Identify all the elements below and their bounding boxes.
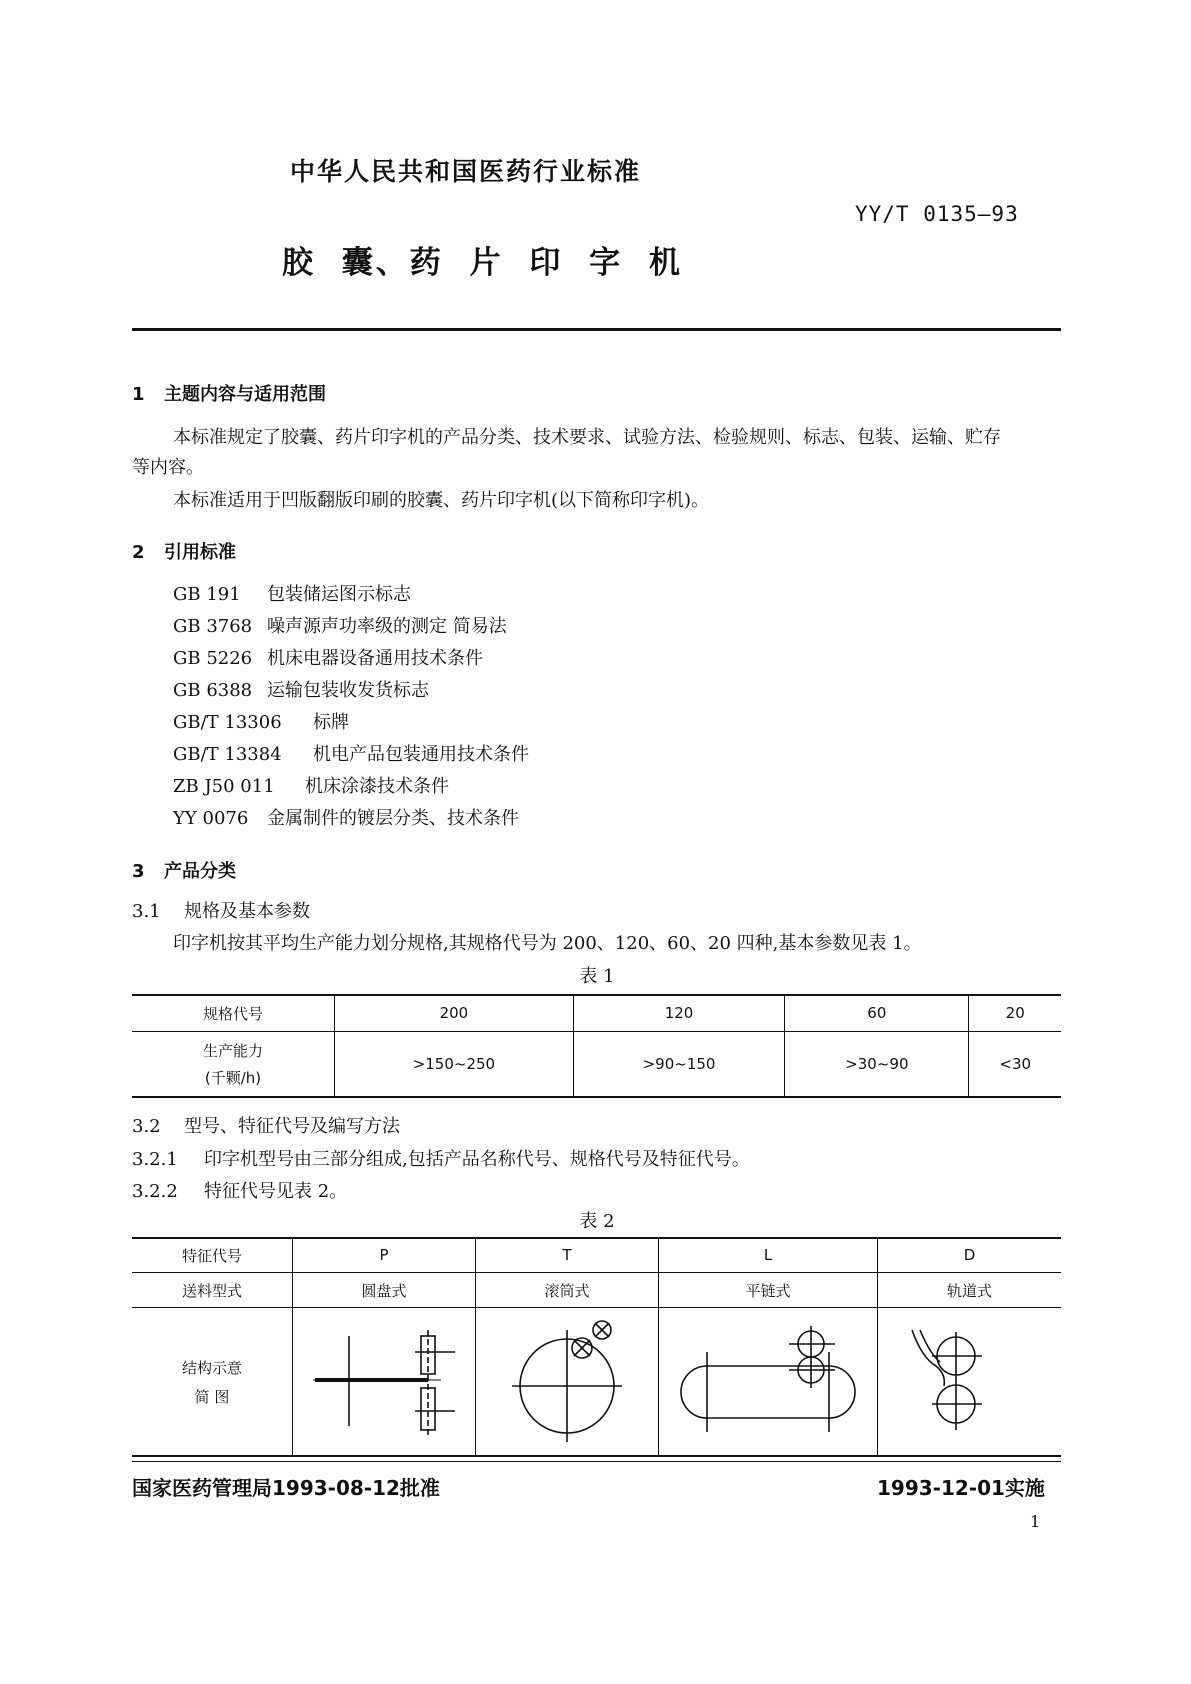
table-cell: 60	[785, 995, 969, 1032]
diagram-cell-drum	[476, 1308, 659, 1456]
drum-feed-diagram	[476, 1308, 658, 1451]
reference-title: 标牌	[313, 712, 349, 733]
table-row	[132, 995, 1061, 1032]
reference-item	[173, 772, 449, 798]
sec1-paragraph-2: 本标准适用于凹版翻版印刷的胶囊、药片印字机(以下简称印字机)。	[173, 490, 710, 511]
subsection-text: 特征代号见表 2。	[204, 1181, 348, 1202]
table-2-caption: 表 2	[579, 1211, 615, 1232]
table-row	[132, 1238, 1061, 1273]
reference-title: 机床涂漆技术条件	[305, 776, 449, 797]
reference-code: GB 5226	[173, 648, 253, 669]
table-header-cell	[132, 1308, 293, 1456]
table-cell: >30~90	[785, 1032, 969, 1097]
row-label-line: 结构示意	[181, 1358, 242, 1377]
row-label-line: 简 图	[194, 1387, 230, 1406]
section-number: 1	[132, 384, 145, 405]
reference-code: YY 0076	[173, 808, 249, 829]
doc-title: 胶 囊、药 片 印 字 机	[282, 245, 683, 281]
table-cell: >150~250	[335, 1032, 574, 1097]
table-header-cell: 特征代号	[132, 1238, 293, 1273]
section-title: 引用标准	[164, 542, 236, 563]
subsection-3-1-text: 印字机按其平均生产能力划分规格,其规格代号为 200、120、60、20 四种,基本参数见表 1。	[173, 933, 922, 954]
row-label-line: 生产能力	[202, 1042, 263, 1060]
section-number: 2	[132, 542, 145, 563]
diagram-cell-track	[878, 1308, 1062, 1456]
reference-item	[173, 580, 411, 606]
sec1-paragraph-1-cont: 等内容。	[132, 457, 204, 478]
reference-code: GB 3768	[173, 616, 253, 637]
subsection-text: 印字机型号由三部分组成,包括产品名称代号、规格代号及特征代号。	[204, 1149, 750, 1170]
table-cell: 200	[335, 995, 574, 1032]
org-title: 中华人民共和国医药行业标准	[290, 157, 642, 186]
table-cell: 平链式	[659, 1273, 878, 1308]
table-cell: D	[878, 1238, 1062, 1273]
table-cell: T	[476, 1238, 659, 1273]
reference-item	[173, 740, 529, 766]
table-header-cell: 规格代号	[132, 995, 335, 1032]
reference-code: GB 191	[173, 584, 241, 605]
subsection-3-1	[132, 897, 310, 927]
diagram-cell-chain	[659, 1308, 878, 1456]
table-cell: <30	[969, 1032, 1061, 1097]
reference-item	[173, 708, 349, 734]
disc-feed-diagram	[293, 1308, 475, 1451]
table-cell: 滚筒式	[476, 1273, 659, 1308]
reference-code: GB 6388	[173, 680, 253, 701]
reference-title: 机电产品包装通用技术条件	[313, 744, 529, 765]
reference-title: 包装储运图示标志	[267, 584, 411, 605]
table-cell: >90~150	[573, 1032, 784, 1097]
subsection-3-2-2	[132, 1177, 347, 1207]
table-row	[132, 1032, 1061, 1097]
section-1-heading	[132, 380, 326, 406]
footer-rule	[132, 1461, 1061, 1462]
subsection-number: 3.2	[132, 1116, 161, 1137]
table-1	[132, 995, 1061, 1096]
diagram-cell-disc	[293, 1308, 476, 1456]
table-cell: 圆盘式	[293, 1273, 476, 1308]
table-cell: 轨道式	[878, 1273, 1062, 1308]
subsection-number: 3.1	[132, 901, 161, 922]
reference-item	[173, 804, 519, 830]
subsection-number: 3.2.2	[132, 1181, 178, 1202]
reference-item	[173, 644, 483, 670]
table-row	[132, 1273, 1061, 1308]
section-3-heading	[132, 857, 236, 883]
subsection-3-2	[132, 1112, 400, 1142]
effective-date: 1993-12-01实施	[877, 1476, 1045, 1500]
reference-code: ZB J50 011	[173, 776, 275, 797]
reference-title: 噪声源声功率级的测定 简易法	[267, 616, 507, 637]
subsection-number: 3.2.1	[132, 1149, 178, 1170]
page-number: 1	[1030, 1512, 1041, 1531]
table-cell: 120	[573, 995, 784, 1032]
reference-title: 机床电器设备通用技术条件	[267, 648, 483, 669]
sec1-paragraph-1: 本标准规定了胶囊、药片印字机的产品分类、技术要求、试验方法、检验规则、标志、包装、运输、贮存	[173, 427, 1001, 448]
chain-feed-diagram	[659, 1308, 877, 1451]
table-cell: P	[293, 1238, 476, 1273]
reference-code: GB/T 13384	[173, 744, 282, 765]
reference-item	[173, 612, 507, 638]
table-2	[132, 1238, 1061, 1455]
approval-line: 国家医药管理局1993-08-12批准	[132, 1476, 440, 1500]
subsection-title: 型号、特征代号及编写方法	[184, 1116, 400, 1137]
table-row	[132, 1308, 1061, 1456]
row-label-line: (千颗/h)	[204, 1069, 262, 1087]
subsection-3-2-1	[132, 1145, 750, 1175]
table-header-cell: 送料型式	[132, 1273, 293, 1308]
section-number: 3	[132, 861, 145, 882]
table-header-cell	[132, 1032, 335, 1097]
table-cell: 20	[969, 995, 1061, 1032]
section-title: 产品分类	[164, 861, 236, 882]
header-rule	[132, 328, 1061, 331]
reference-code: GB/T 13306	[173, 712, 282, 733]
track-feed-diagram	[878, 1308, 1061, 1451]
table-1-caption: 表 1	[579, 966, 615, 987]
section-2-heading	[132, 538, 236, 564]
standard-code: YY/T 0135—93	[855, 202, 1019, 226]
reference-title: 运输包装收发货标志	[267, 680, 429, 701]
section-title: 主题内容与适用范围	[164, 384, 326, 405]
table-2-bottom-rule	[132, 1455, 1061, 1457]
table-1-bottom-rule	[132, 1096, 1061, 1098]
subsection-title: 规格及基本参数	[184, 901, 310, 922]
table-cell: L	[659, 1238, 878, 1273]
reference-item	[173, 676, 429, 702]
reference-title: 金属制件的镀层分类、技术条件	[267, 808, 519, 829]
